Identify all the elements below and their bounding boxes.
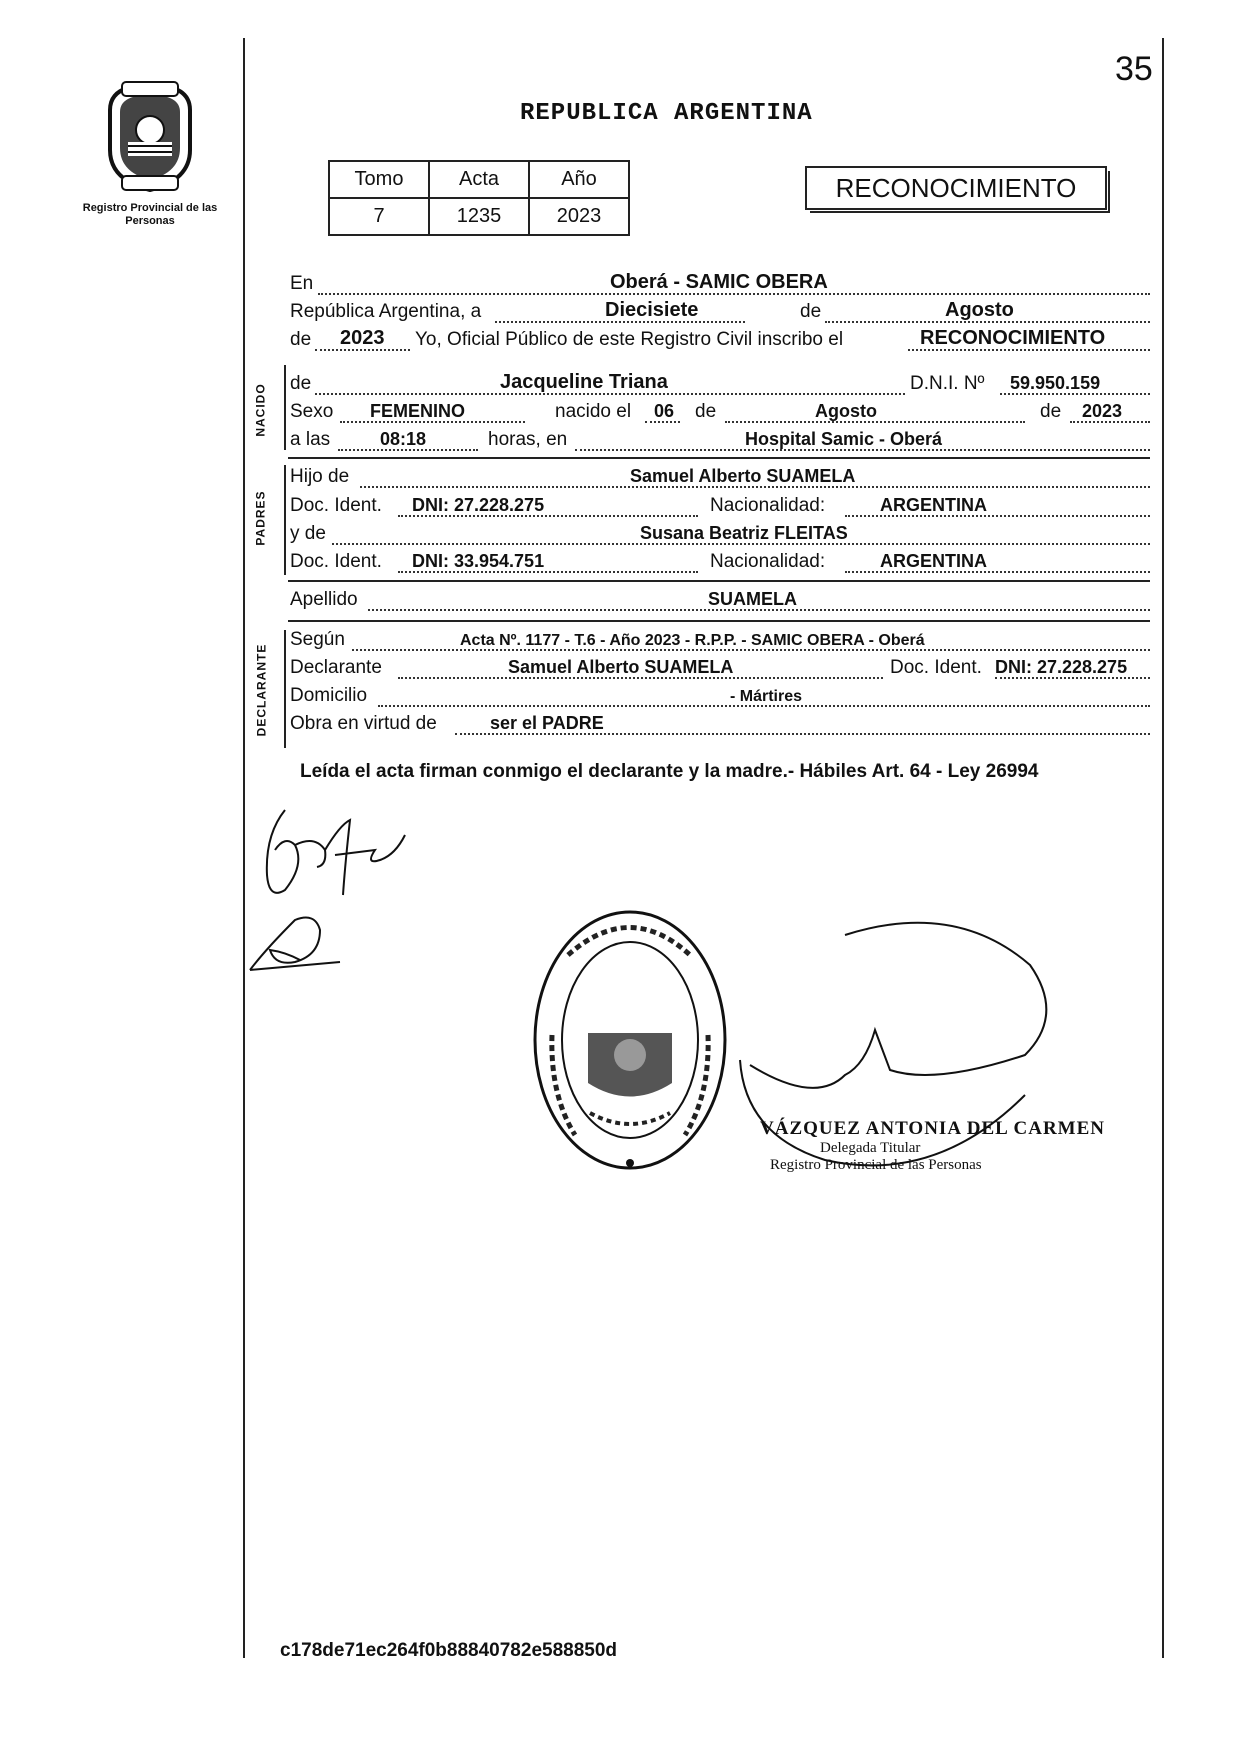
section-divider (288, 580, 1150, 582)
row-apellido (290, 588, 1150, 614)
row-segun (290, 628, 1150, 654)
father-nationality: ARGENTINA (880, 495, 987, 515)
row-domicilio (290, 684, 1150, 710)
birth-month: Agosto (815, 401, 877, 421)
nacionalidad-label: Nacionalidad: (710, 551, 826, 572)
acta-reference-table (328, 160, 630, 236)
mother-nationality: ARGENTINA (880, 551, 987, 571)
domicilio-label: Domicilio (290, 685, 368, 706)
row-en (290, 272, 1150, 298)
de-label: de (290, 329, 312, 350)
row-nacido-hora (290, 428, 1150, 454)
de-label: de (290, 373, 312, 394)
section-divider (288, 457, 1150, 459)
apellido-value: SUAMELA (708, 589, 797, 609)
y-de-label: y de (290, 523, 326, 544)
doc-ident-label: Doc. Ident. (890, 657, 982, 678)
padres-section-label: PADRES (254, 490, 268, 546)
official-organization: Registro Provincial de las Personas (770, 1157, 982, 1173)
logo-caption: Registro Provincial de las Personas (82, 202, 218, 227)
declarante-section-rule (284, 630, 286, 748)
dni-label: D.N.I. Nº (910, 373, 985, 394)
row-father-doc (290, 494, 1150, 520)
province-coat-of-arms-logo (100, 80, 200, 195)
child-dni: 59.950.159 (1010, 373, 1101, 393)
mother-name: Susana Beatriz FLEITAS (640, 523, 848, 543)
document-title: REPUBLICA ARGENTINA (520, 100, 813, 127)
obra-label: Obra en virtud de (290, 713, 437, 734)
ano-value: 2023 (529, 198, 629, 235)
official-role: Delegada Titular (820, 1140, 921, 1156)
en-value: Oberá - SAMIC OBERA (610, 271, 828, 293)
inscribo-value: RECONOCIMIENTO (920, 327, 1106, 349)
segun-label: Según (290, 629, 345, 650)
row-date (290, 300, 1150, 326)
father-name: Samuel Alberto SUAMELA (630, 466, 856, 486)
document-hash: c178de71ec264f0b88840782e588850d (280, 1640, 618, 1661)
row-obra (290, 712, 1150, 738)
horas-label: horas, en (488, 429, 568, 450)
domicilio-value: - Mártires (730, 688, 803, 705)
nacionalidad-label: Nacionalidad: (710, 495, 826, 516)
section-divider (288, 620, 1150, 622)
birth-time: 08:18 (380, 429, 427, 449)
obra-value: ser el PADRE (490, 713, 604, 733)
doc-ident-label: Doc. Ident. (290, 495, 382, 516)
row-nacido-name (290, 372, 1150, 398)
document-type-box: RECONOCIMIENTO (805, 166, 1107, 210)
row-inscribo (290, 328, 1150, 354)
de-label: de (800, 301, 822, 322)
declarante-value: Samuel Alberto SUAMELA (508, 657, 734, 677)
doc-ident-label: Doc. Ident. (290, 551, 382, 572)
nacido-el-label: nacido el (555, 401, 632, 422)
row-y-de (290, 522, 1150, 548)
father-doc: DNI: 27.228.275 (412, 495, 545, 515)
hijo-de-label: Hijo de (290, 466, 350, 487)
ano-header: Año (529, 161, 629, 198)
declarant-signature (255, 805, 415, 910)
sexo-value: FEMENINO (370, 401, 466, 421)
acta-header: Acta (429, 161, 529, 198)
declarante-section-label: DECLARANTE (254, 643, 269, 737)
birth-year: 2023 (1082, 401, 1123, 421)
de-label: de (695, 401, 717, 422)
official-name: VÁZQUEZ ANTONIA DEL CARMEN (760, 1118, 1106, 1139)
declarante-label: Declarante (290, 657, 382, 678)
mother-signature (245, 910, 355, 980)
de-label: de (1040, 401, 1062, 422)
acta-value: 1235 (429, 198, 529, 235)
row-declarante (290, 656, 1150, 682)
left-margin-rule (243, 38, 245, 1658)
apellido-label: Apellido (290, 589, 358, 610)
row-nacido-sexo (290, 400, 1150, 426)
tomo-header: Tomo (329, 161, 429, 198)
child-name: Jacqueline Triana (500, 371, 668, 393)
closing-note: Leída el acta firman conmigo el declarante y la madre.- Hábiles Art. 64 - Ley 26994 (300, 761, 1039, 782)
right-margin-rule (1162, 38, 1164, 1658)
declarante-doc: DNI: 27.228.275 (995, 657, 1128, 677)
birth-place: Hospital Samic - Oberá (745, 429, 943, 449)
nacido-section-label: NACIDO (254, 383, 268, 437)
tomo-value: 7 (329, 198, 429, 235)
segun-value: Acta Nº. 1177 - T.6 - Año 2023 - R.P.P. - SAMIC OBERA - Oberá (460, 632, 925, 649)
padres-section-rule (284, 465, 286, 575)
oficial-text: Yo, Oficial Público de este Registro Civil inscribo el (415, 329, 844, 350)
row-mother-doc (290, 550, 1150, 576)
month-value: Agosto (945, 299, 1014, 321)
sexo-label: Sexo (290, 401, 334, 422)
day-value: Diecisiete (605, 299, 699, 321)
birth-day: 06 (654, 401, 675, 421)
official-signature-block (760, 1118, 1105, 1174)
page-number: 35 (1115, 50, 1153, 88)
row-hijo-de (290, 465, 1150, 491)
year-value: 2023 (340, 327, 385, 349)
a-las-label: a las (290, 429, 331, 450)
republica-label: República Argentina, a (290, 301, 482, 322)
mother-doc: DNI: 33.954.751 (412, 551, 545, 571)
en-label: En (290, 273, 314, 294)
official-registry-stamp (530, 905, 730, 1175)
